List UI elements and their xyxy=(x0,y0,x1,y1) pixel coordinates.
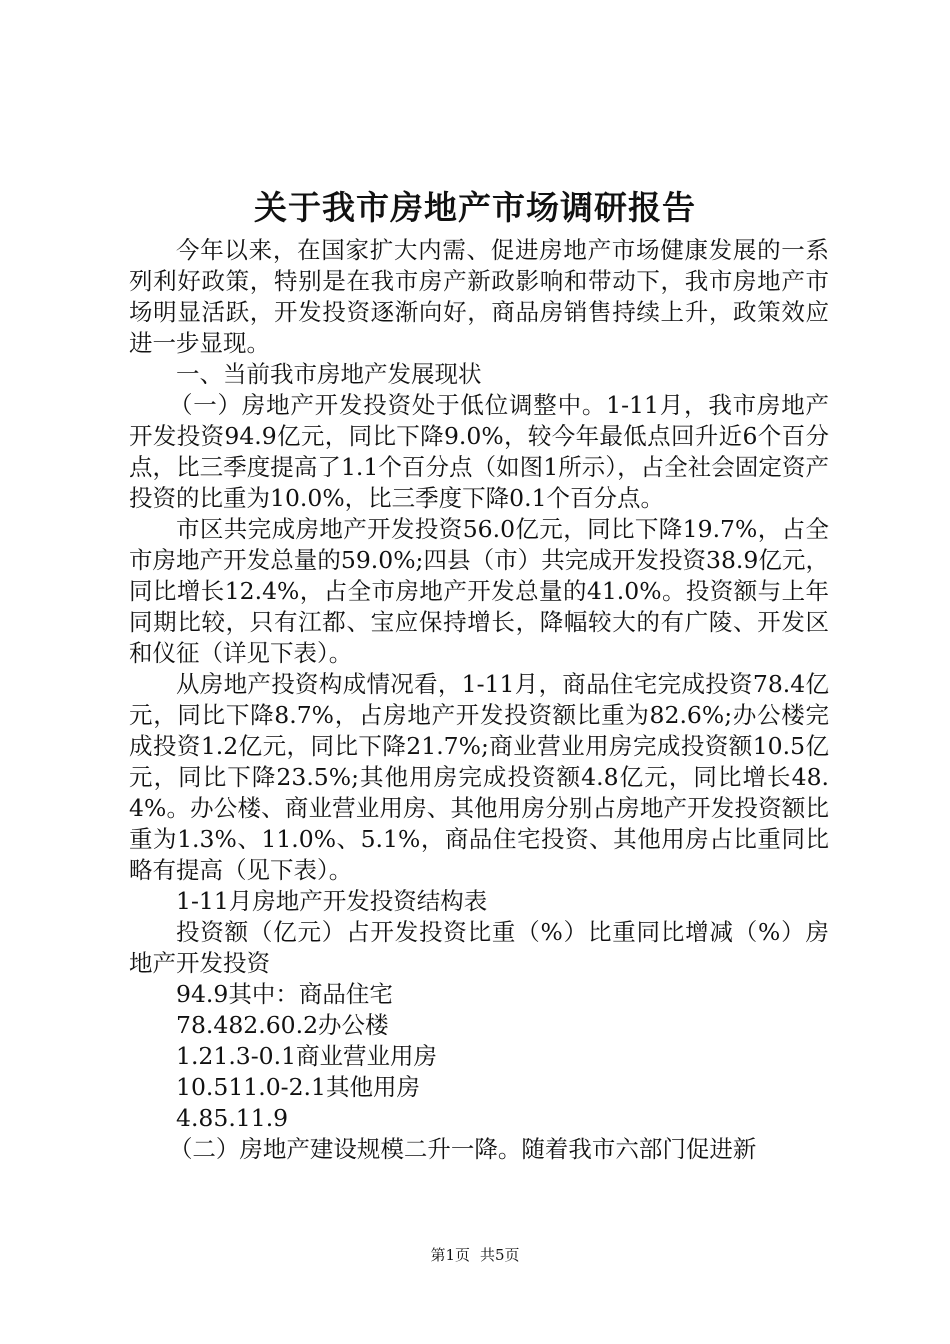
page-footer xyxy=(0,1245,950,1265)
paragraph-composition: 从房地产投资构成情况看，1-11月，商品住宅完成投资78.4亿元，同比下降8.7%，占房地产开发投资额比重为82.6%;办公楼完成投资1.2亿元，同比下降21.7%;商业营业用房完成投资额10.5亿元，同比下降23.5%;其他用房完成投资额4.8亿元，同比增长48.4%。办公楼、商业营业用房、其他用房分别占房地产开发投资额比重为1.3%、11.0%、5.1%，商品住宅投资、其他用房占比重同比略有提高（见下表）。 xyxy=(129,670,829,884)
table-line: 1.21.3-0.1商业营业用房 xyxy=(176,1042,438,1070)
table-line: 78.482.60.2办公楼 xyxy=(176,1011,389,1039)
document-title: 关于我市房地产市场调研报告 xyxy=(254,188,696,227)
page-total: 共5页 xyxy=(480,1246,520,1264)
table-line: 10.511.0-2.1其他用房 xyxy=(176,1073,420,1101)
table-line: 94.9其中：商品住宅 xyxy=(176,980,393,1008)
paragraph-investment: （一）房地产开发投资处于低位调整中。1-11月，我市房地产开发投资94.9亿元，同比下降9.0%，较今年最低点回升近6个百分点，比三季度提高了1.1个百分点（如图1所示），占全社会固定资产投资的比重为10.0%，比三季度下降0.1个百分点。 xyxy=(129,391,829,512)
table-header-line: 投资额（亿元）占开发投资比重（%）比重同比增减（%）房地产开发投资 xyxy=(129,918,829,977)
paragraph-districts: 市区共完成房地产开发投资56.0亿元，同比下降19.7%，占全市房地产开发总量的59.0%;四县（市）共完成开发投资38.9亿元，同比增长12.4%，占全市房地产开发总量的41.0%。投资额与上年同期比较，只有江都、宝应保持增长，降幅较大的有广陵、开发区和仪征（详见下表）。 xyxy=(129,515,829,667)
table-line: 4.85.11.9 xyxy=(176,1104,289,1132)
page-number: 第1页 xyxy=(430,1246,470,1264)
section-heading-1: 一、当前我市房地产发展现状 xyxy=(176,360,482,388)
document-body xyxy=(129,235,829,1165)
paragraph-construction: （二）房地产建设规模二升一降。随着我市六部门促进新 xyxy=(168,1135,757,1163)
table-caption: 1-11月房地产开发投资结构表 xyxy=(176,887,488,915)
paragraph-intro: 今年以来，在国家扩大内需、促进房地产市场健康发展的一系列利好政策，特别是在我市房产新政影响和带动下，我市房地产市场明显活跃，开发投资逐渐向好，商品房销售持续上升，政策效应进一步显现。 xyxy=(129,236,829,357)
